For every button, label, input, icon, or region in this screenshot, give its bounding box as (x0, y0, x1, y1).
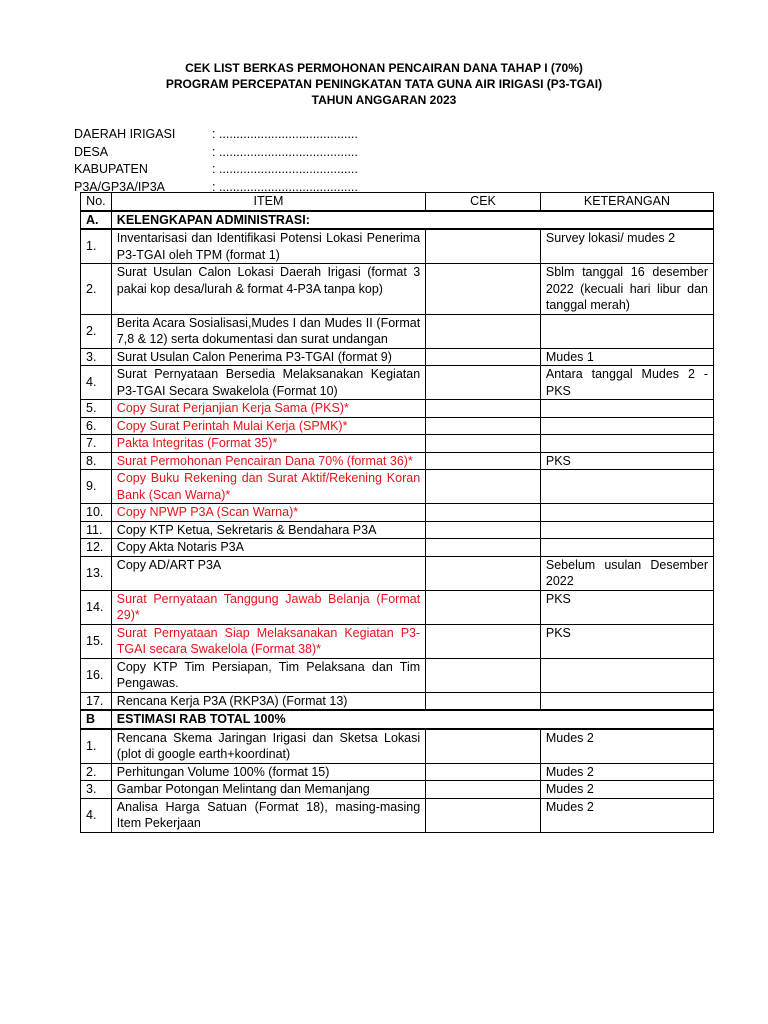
row-keterangan (540, 470, 713, 504)
row-cek-cell[interactable] (426, 435, 541, 453)
row-keterangan (540, 539, 713, 557)
info-label: DESA (74, 144, 109, 159)
row-cek-cell[interactable] (426, 417, 541, 435)
table-row (81, 400, 714, 418)
table-row (81, 314, 714, 348)
row-item: Copy Surat Perintah Mulai Kerja (SPMK)* (111, 417, 425, 435)
table-row (81, 521, 714, 539)
fiscal-year-title: TAHUN ANGGARAN 2023 (311, 93, 457, 107)
row-keterangan: PKS (540, 452, 713, 470)
row-item: Pakta Integritas (Format 35)* (111, 435, 425, 453)
row-item: Surat Pernyataan Siap Melaksanakan Kegiatan P3-TGAI secara Swakelola (Format 38)* (111, 624, 425, 658)
row-cek-cell[interactable] (426, 452, 541, 470)
header-info-fields (74, 126, 358, 196)
row-keterangan (540, 692, 713, 710)
row-cek-cell[interactable] (426, 470, 541, 504)
row-keterangan: Survey lokasi/ mudes 2 (540, 229, 713, 264)
program-title: PROGRAM PERCEPATAN PENINGKATAN TATA GUNA AIR IRIGASI (P3-TGAI) (165, 77, 603, 91)
row-cek-cell[interactable] (426, 264, 541, 315)
row-cek-cell[interactable] (426, 624, 541, 658)
info-row-daerah-irigasi (74, 126, 358, 144)
section-number: B (81, 710, 112, 729)
table-row (81, 264, 714, 315)
info-label: DAERAH IRIGASI (74, 127, 176, 141)
table-row (81, 348, 714, 366)
header-cek: CEK (426, 193, 541, 211)
row-item: Copy Buku Rekening dan Surat Aktif/Rekening Koran Bank (Scan Warna)* (111, 470, 425, 504)
info-value-blank: : ........................................ (212, 179, 358, 194)
row-item: Surat Pernyataan Bersedia Melaksanakan Kegiatan P3-TGAI Secara Swakelola (Format 10) (111, 366, 425, 400)
row-item: Gambar Potongan Melintang dan Memanjang (111, 781, 425, 799)
row-item: Surat Permohonan Pencairan Dana 70% (format 36)* (111, 452, 425, 470)
row-item: Inventarisasi dan Identifikasi Potensi Lokasi Penerima P3-TGAI oleh TPM (format 1) (111, 229, 425, 264)
row-cek-cell[interactable] (426, 400, 541, 418)
row-number: 4. (81, 798, 112, 832)
row-cek-cell[interactable] (426, 658, 541, 692)
row-number: 12. (81, 539, 112, 557)
header-keterangan: KETERANGAN (540, 193, 713, 211)
row-keterangan: Sebelum usulan Desember 2022 (540, 556, 713, 590)
checklist-table (80, 192, 714, 833)
row-cek-cell[interactable] (426, 229, 541, 264)
row-cek-cell[interactable] (426, 314, 541, 348)
table-header-row (81, 193, 714, 211)
row-number: 9. (81, 470, 112, 504)
row-item: Perhitungan Volume 100% (format 15) (111, 763, 425, 781)
row-cek-cell[interactable] (426, 781, 541, 799)
row-cek-cell[interactable] (426, 798, 541, 832)
section-header-row (81, 211, 714, 230)
row-cek-cell[interactable] (426, 366, 541, 400)
table-row (81, 781, 714, 799)
row-keterangan (540, 521, 713, 539)
row-number: 10. (81, 504, 112, 522)
table-row (81, 452, 714, 470)
header-item: ITEM (111, 193, 425, 211)
row-cek-cell[interactable] (426, 729, 541, 764)
row-number: 1. (81, 229, 112, 264)
checklist-body (81, 211, 714, 833)
row-number: 17. (81, 692, 112, 710)
row-item: Surat Usulan Calon Penerima P3-TGAI (format 9) (111, 348, 425, 366)
row-keterangan: PKS (540, 590, 713, 624)
row-keterangan: Mudes 2 (540, 781, 713, 799)
document-title: CEK LIST BERKAS PERMOHONAN PENCAIRAN DANA TAHAP I (70%) (185, 61, 583, 75)
row-keterangan (540, 435, 713, 453)
header-no: No. (81, 193, 112, 211)
row-number: 8. (81, 452, 112, 470)
table-row (81, 470, 714, 504)
row-cek-cell[interactable] (426, 539, 541, 557)
document-title-block (0, 60, 768, 108)
row-item: Rencana Kerja P3A (RKP3A) (Format 13) (111, 692, 425, 710)
table-row (81, 590, 714, 624)
row-item: Copy AD/ART P3A (111, 556, 425, 590)
row-cek-cell[interactable] (426, 348, 541, 366)
table-row (81, 539, 714, 557)
row-number: 11. (81, 521, 112, 539)
row-item: Copy Akta Notaris P3A (111, 539, 425, 557)
row-number: 3. (81, 781, 112, 799)
row-keterangan: Antara tanggal Mudes 2 - PKS (540, 366, 713, 400)
row-cek-cell[interactable] (426, 521, 541, 539)
row-keterangan: Sblm tanggal 16 desember 2022 (kecuali hari libur dan tanggal merah) (540, 264, 713, 315)
section-title: KELENGKAPAN ADMINISTRASI: (111, 211, 713, 230)
info-value-blank: : ........................................ (212, 162, 358, 176)
row-number: 2. (81, 763, 112, 781)
row-item: Analisa Harga Satuan (Format 18), masing-masing Item Pekerjaan (111, 798, 425, 832)
row-cek-cell[interactable] (426, 590, 541, 624)
row-number: 16. (81, 658, 112, 692)
table-row (81, 366, 714, 400)
row-cek-cell[interactable] (426, 556, 541, 590)
info-row-kabupaten (74, 161, 358, 179)
row-number: 5. (81, 400, 112, 418)
row-item: Copy KTP Ketua, Sekretaris & Bendahara P3A (111, 521, 425, 539)
info-value-blank: : ........................................ (212, 127, 358, 141)
row-number: 4. (81, 366, 112, 400)
row-number: 13. (81, 556, 112, 590)
table-row (81, 504, 714, 522)
row-keterangan (540, 504, 713, 522)
row-cek-cell[interactable] (426, 504, 541, 522)
row-keterangan: Mudes 2 (540, 729, 713, 764)
row-number: 2. (81, 264, 112, 315)
row-keterangan (540, 400, 713, 418)
section-title: ESTIMASI RAB TOTAL 100% (111, 710, 713, 729)
section-number: A. (81, 211, 112, 230)
info-label: KABUPATEN (74, 162, 148, 176)
row-cek-cell[interactable] (426, 763, 541, 781)
table-row (81, 229, 714, 264)
row-number: 2. (81, 314, 112, 348)
row-number: 14. (81, 590, 112, 624)
table-row (81, 624, 714, 658)
table-row (81, 417, 714, 435)
section-header-row (81, 710, 714, 729)
row-keterangan (540, 314, 713, 348)
row-item: Copy KTP Tim Persiapan, Tim Pelaksana dan Tim Pengawas. (111, 658, 425, 692)
row-cek-cell[interactable] (426, 692, 541, 710)
row-number: 3. (81, 348, 112, 366)
row-item: Copy NPWP P3A (Scan Warna)* (111, 504, 425, 522)
row-item: Copy Surat Perjanjian Kerja Sama (PKS)* (111, 400, 425, 418)
row-item: Surat Usulan Calon Lokasi Daerah Irigasi (format 3 pakai kop desa/lurah & format 4-P3A tanpa kop) (111, 264, 425, 315)
row-item: Berita Acara Sosialisasi,Mudes I dan Mudes II (Format 7,8 & 12) serta dokumentasi dan surat undangan (111, 314, 425, 348)
row-number: 7. (81, 435, 112, 453)
table-row (81, 763, 714, 781)
row-item: Rencana Skema Jaringan Irigasi dan Sketsa Lokasi (plot di google earth+koordinat) (111, 729, 425, 764)
row-number: 15. (81, 624, 112, 658)
row-keterangan: PKS (540, 624, 713, 658)
info-label: P3A/GP3A/IP3A (74, 179, 166, 194)
row-keterangan (540, 658, 713, 692)
row-item: Surat Pernyataan Tanggung Jawab Belanja (Format 29)* (111, 590, 425, 624)
row-keterangan (540, 417, 713, 435)
info-value-blank: : ........................................ (212, 144, 358, 159)
row-number: 6. (81, 417, 112, 435)
row-keterangan: Mudes 1 (540, 348, 713, 366)
table-row (81, 556, 714, 590)
table-row (81, 692, 714, 710)
row-keterangan: Mudes 2 (540, 798, 713, 832)
row-number: 1. (81, 729, 112, 764)
row-keterangan: Mudes 2 (540, 763, 713, 781)
table-row (81, 729, 714, 764)
table-row (81, 658, 714, 692)
table-row (81, 798, 714, 832)
info-row-desa (74, 144, 358, 162)
table-row (81, 435, 714, 453)
